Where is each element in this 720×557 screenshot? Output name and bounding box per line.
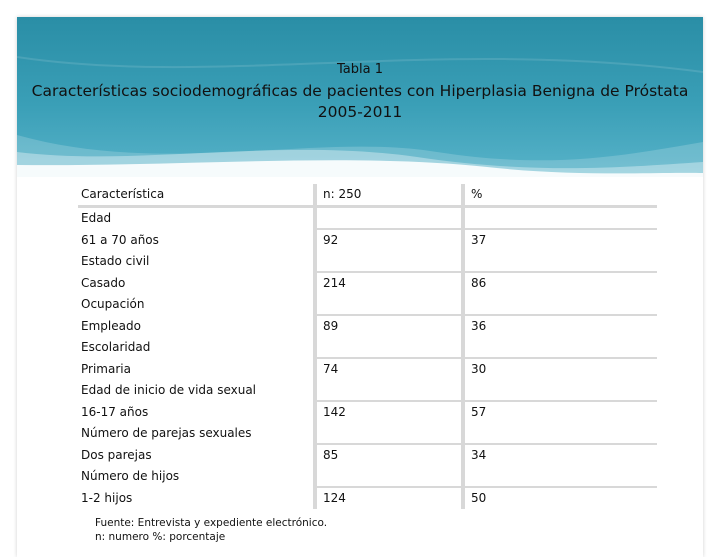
table-row [78, 466, 657, 488]
row-percent [463, 251, 657, 273]
row-percent [463, 423, 657, 445]
table-row [78, 272, 657, 294]
row-percent [463, 206, 657, 229]
row-percent: 34 [463, 444, 657, 466]
row-n [315, 337, 463, 359]
row-percent [463, 337, 657, 359]
header-percent: % [463, 184, 657, 206]
row-n: 85 [315, 444, 463, 466]
sociodemographic-table [78, 184, 657, 509]
row-percent: 57 [463, 401, 657, 423]
row-n [315, 423, 463, 445]
table-row [78, 206, 657, 229]
table-number-label: Tabla 1 [337, 62, 383, 77]
row-percent [463, 294, 657, 316]
row-percent [463, 380, 657, 402]
table-header-row [78, 184, 657, 206]
row-label: Empleado [78, 315, 315, 337]
row-n [315, 251, 463, 273]
table-row [78, 251, 657, 273]
table-row [78, 229, 657, 251]
row-n: 89 [315, 315, 463, 337]
row-percent: 86 [463, 272, 657, 294]
table-row [78, 423, 657, 445]
row-n: 124 [315, 487, 463, 509]
slide-title [17, 81, 703, 123]
row-n [315, 380, 463, 402]
footnote-source: Fuente: Entrevista y expediente electrónico. [95, 517, 328, 529]
slide-header-band [17, 17, 703, 177]
table-row [78, 337, 657, 359]
table-row [78, 444, 657, 466]
row-label: Escolaridad [78, 337, 315, 359]
table-row [78, 358, 657, 380]
header-characteristic: Característica [78, 184, 315, 206]
table-row [78, 380, 657, 402]
row-n: 214 [315, 272, 463, 294]
row-n [315, 466, 463, 488]
row-label: 1-2 hijos [78, 487, 315, 509]
row-n: 92 [315, 229, 463, 251]
row-label: Número de hijos [78, 466, 315, 488]
table-row [78, 487, 657, 509]
row-label: Ocupación [78, 294, 315, 316]
footnote-legend: n: numero %: porcentaje [95, 531, 226, 543]
row-percent [463, 466, 657, 488]
row-n: 142 [315, 401, 463, 423]
table-row [78, 401, 657, 423]
row-label: Primaria [78, 358, 315, 380]
slide-title-line1: Características sociodemográficas de pacientes con Hiperplasia Benigna de Próstata [31, 82, 689, 100]
row-n [315, 206, 463, 229]
row-label: 16-17 años [78, 401, 315, 423]
table-row [78, 315, 657, 337]
row-percent: 50 [463, 487, 657, 509]
row-label: Número de parejas sexuales [78, 423, 315, 445]
table-row [78, 294, 657, 316]
row-n [315, 294, 463, 316]
row-percent: 36 [463, 315, 657, 337]
row-label: Edad [78, 206, 315, 229]
slide-title-line2: 2005-2011 [317, 103, 403, 121]
row-percent: 30 [463, 358, 657, 380]
header-n: n: 250 [315, 184, 463, 206]
row-label: Dos parejas [78, 444, 315, 466]
row-label: Casado [78, 272, 315, 294]
row-label: Edad de inicio de vida sexual [78, 380, 315, 402]
row-n: 74 [315, 358, 463, 380]
row-percent: 37 [463, 229, 657, 251]
row-label: 61 a 70 años [78, 229, 315, 251]
data-table-container [78, 184, 650, 505]
row-label: Estado civil [78, 251, 315, 273]
